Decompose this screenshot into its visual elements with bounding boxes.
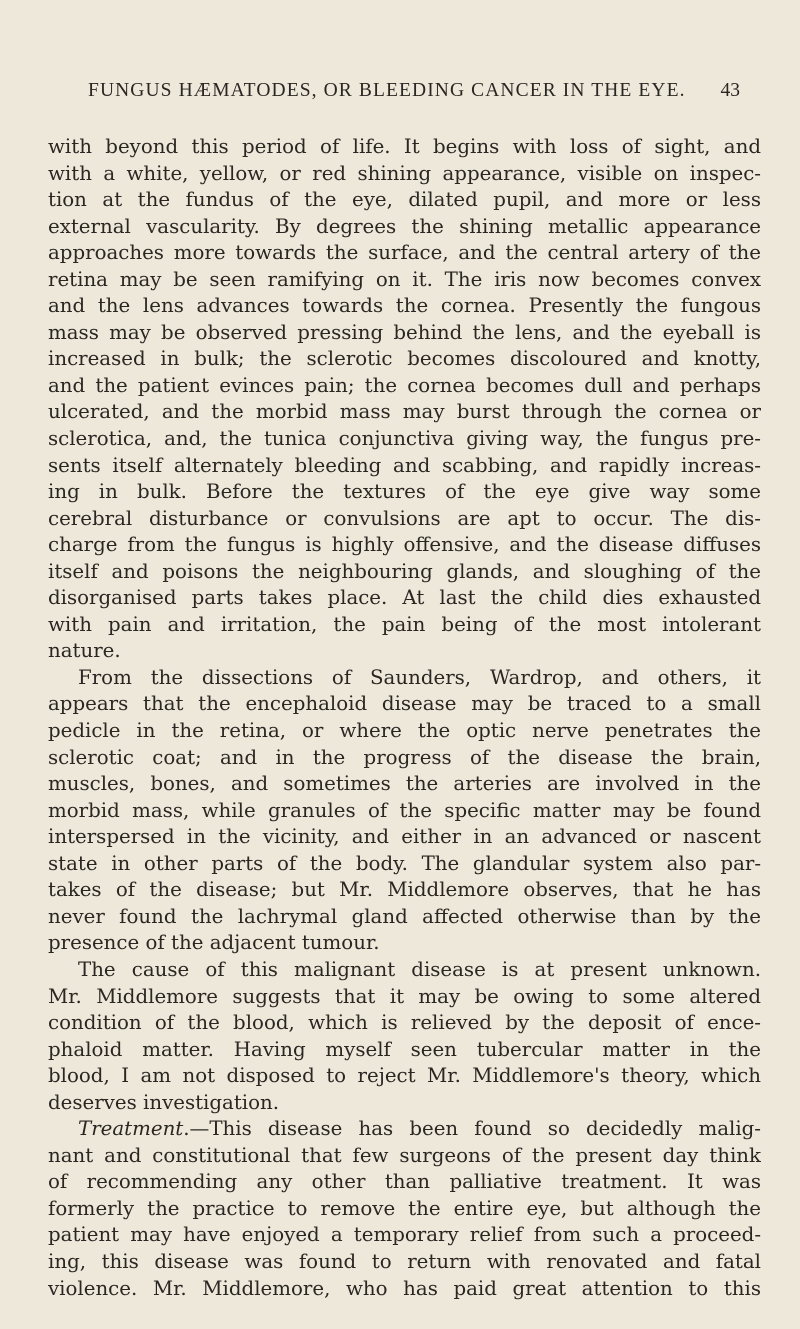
text-line: interspersed in the vicinity, and either in an advanced or nascent	[48, 825, 761, 849]
text-line: never found the lachrymal gland affected otherwise than by the	[48, 904, 761, 928]
text-line: sclerotic coat; and in the progress of the disease the brain,	[48, 745, 761, 769]
text-line: with beyond this period of life. It begins with loss of sight, and	[48, 135, 761, 158]
text-line: blood, I am not disposed to reject Mr. Middlemore's theory, which	[48, 1064, 761, 1088]
text-line: pedicle in the retina, or where the optic nerve penetrates the	[48, 719, 761, 743]
text-line: state in other parts of the body. The glandular system also par-	[48, 851, 761, 875]
text-line: of recommending any other than palliative treatment. It was	[48, 1170, 761, 1194]
text-line: disorganised parts takes place. At last the child dies exhausted	[48, 586, 761, 610]
paragraph-start-line: Treatment.—This disease has been found so decidedly malig-	[78, 1117, 761, 1141]
text-line: phaloid matter. Having myself seen tubercular matter in the	[48, 1037, 761, 1061]
page-number: 43	[720, 80, 740, 101]
text-line: sents itself alternately bleeding and scabbing, and rapidly increas-	[48, 453, 761, 477]
text-line: ing in bulk. Before the textures of the eye give way some	[48, 480, 761, 504]
text-line: patient may have enjoyed a temporary relief from such a proceed-	[48, 1223, 761, 1247]
text-line: external vascularity. By degrees the shining metallic appearance	[48, 214, 761, 238]
paragraph-start-line: The cause of this malignant disease is at present unknown.	[78, 957, 761, 981]
paragraph-end-line: nature.	[48, 639, 121, 663]
text-line: appears that the encephaloid disease may be traced to a small	[48, 692, 761, 716]
text-line: and the lens advances towards the cornea. Presently the fungous	[48, 294, 761, 318]
text-line: increased in bulk; the sclerotic becomes discoloured and knotty,	[48, 347, 761, 371]
text-line: sclerotica, and, the tunica conjunctiva giving way, the fungus pre-	[48, 427, 761, 451]
text-line: condition of the blood, which is relieved by the deposit of ence-	[48, 1011, 761, 1035]
text-line: ing, this disease was found to return with renovated and fatal	[48, 1249, 761, 1273]
text-line: takes of the disease; but Mr. Middlemore observes, that he has	[48, 878, 761, 902]
text-line: itself and poisons the neighbouring glands, and sloughing of the	[48, 559, 761, 583]
text-line: with pain and irritation, the pain being of the most intolerant	[48, 612, 761, 636]
text-line: ulcerated, and the morbid mass may burst through the cornea or	[48, 400, 761, 424]
text-line: nant and constitutional that few surgeons of the present day think	[48, 1143, 761, 1167]
text-line: formerly the practice to remove the entire eye, but although the	[48, 1196, 761, 1220]
text-line: muscles, bones, and sometimes the arteries are involved in the	[48, 772, 761, 796]
text-line: tion at the fundus of the eye, dilated pupil, and more or less	[48, 188, 761, 212]
text-line: and the patient evinces pain; the cornea becomes dull and perhaps	[48, 373, 761, 397]
text-line: mass may be observed pressing behind the lens, and the eyeball is	[48, 320, 761, 344]
text-line: cerebral disturbance or convulsions are apt to occur. The dis-	[48, 506, 761, 530]
running-head: FUNGUS HÆMATODES, OR BLEEDING CANCER IN THE EYE.	[88, 80, 686, 101]
paragraph-end-line: deserves investigation.	[48, 1090, 280, 1114]
text-line: charge from the fungus is highly offensive, and the disease diffuses	[48, 533, 761, 557]
text-line: Mr. Middlemore suggests that it may be owing to some altered	[48, 984, 761, 1008]
paragraph-end-line: presence of the adjacent tumour.	[48, 931, 380, 955]
text-line: approaches more towards the surface, and the central artery of the	[48, 241, 761, 265]
text-line: retina may be seen ramifying on it. The iris now becomes convex	[48, 267, 761, 291]
text-line: with a white, yellow, or red shining appearance, visible on inspec-	[48, 161, 761, 185]
body-text	[48, 134, 761, 1302]
text-line: morbid mass, while granules of the specific matter may be found	[48, 798, 761, 822]
paragraph-start-line: From the dissections of Saunders, Wardrop, and others, it	[78, 665, 761, 689]
text-line: violence. Mr. Middlemore, who has paid great attention to this	[48, 1276, 761, 1300]
